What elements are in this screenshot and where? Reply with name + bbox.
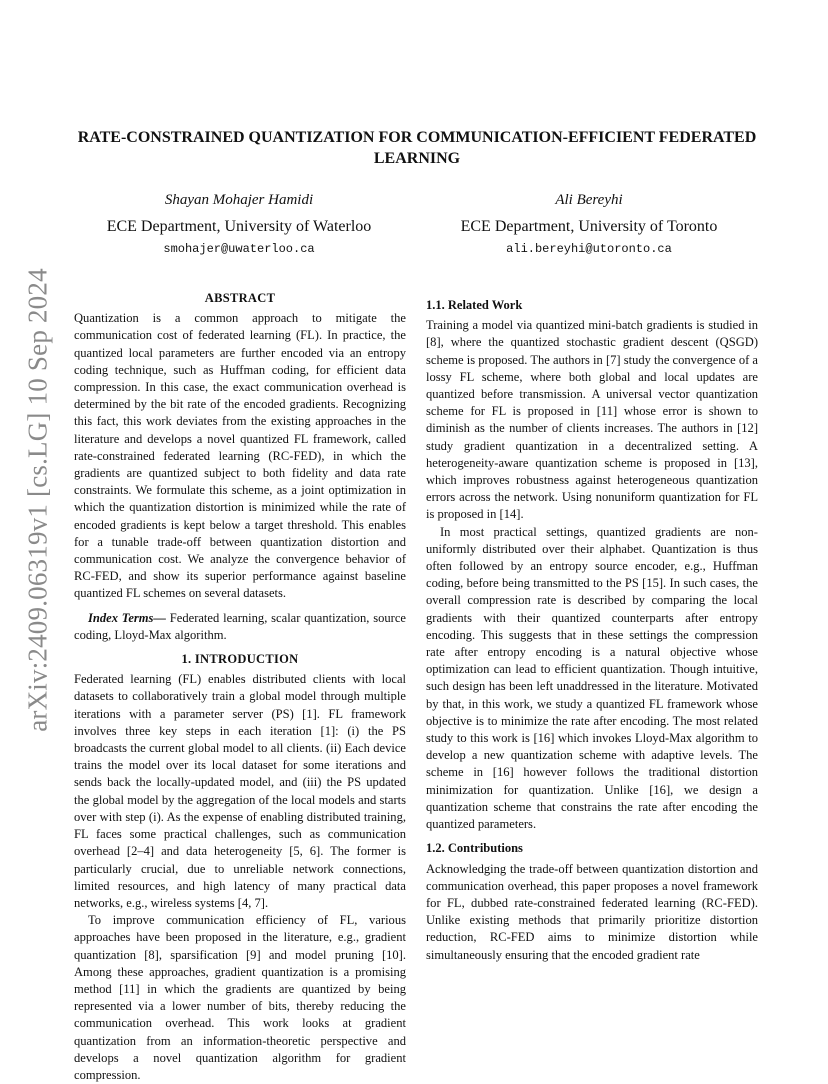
paper-title: RATE-CONSTRAINED QUANTIZATION FOR COMMUNICATION-EFFICIENT FEDERATED LEARNING: [77, 129, 757, 167]
related-work-paragraph-1: Training a model via quantized mini-batch gradients is studied in [8], where the quantized stochastic gradient descent (QSGD) scheme is proposed. The authors in [7] study the convergence of a lossy FL scheme, where both global and local updates are quantized before transmission. A universal vector quantization scheme for FL is proposed in [11] whose error is shown to diminish as the number of clients increases. The authors in [12] study gradient quantization in a decentralized setting. A heterogeneity-aware quantization scheme is proposed in [13], which improves robustness against heterogeneous quantization errors across the network. Using nonuniform quantization for FL is proposed in [14].: [426, 318, 758, 522]
author-name: Ali Bereyhi: [555, 192, 623, 208]
author-affiliation: ECE Department, University of Toronto: [460, 218, 718, 235]
author-email: ali.bereyhi@utoronto.ca: [506, 242, 672, 256]
related-work-paragraph-2: In most practical settings, quantized gradients are non-uniformly distributed over their alphabet. Quantization is thus often followed by an entropy source encoder, e.g., Huffman coding, before being transmitted to the PS [15]. In such cases, the overall compression rate is described by comparing the local gradients with their quantized counterparts after entropy encoding. This suggests that in these settings the compression rate after entropy encoding is a natural objective whose optimization can lead to efficient quantization. Though intuitive, such design has been left unaddressed in the literature. Motivated by that, in this work, we study a quantized FL framework whose objective is to minimize the rate after encoding. The most related study to this work is [16] which invokes Lloyd-Max algorithm to develop a new quantization scheme with adaptive levels. The scheme in [16] however follows the traditional distortion minimization for quantization. Unlike [16], we design a quantization scheme that constrains the rate after encoding the quantized parameters.: [426, 524, 758, 832]
author-name: Shayan Mohajer Hamidi: [164, 192, 314, 208]
author-block-2: [424, 190, 754, 256]
arxiv-identifier: arXiv:2409.06319v1 [cs.LG] 10 Sep 2024: [22, 268, 53, 732]
intro-heading: 1. INTRODUCTION: [181, 652, 299, 667]
index-terms-text: Federated learning, scalar quantization, source coding, Lloyd-Max algorithm.: [74, 610, 406, 642]
intro-paragraph-2: To improve communication efficiency of FL, various approaches have been proposed in the literature, e.g., gradient quantization [8], sparsification [9] and model pruning [10]. Among these approaches, gradient quantization is a promising method [11] in which the gradients are quantized by being represented via a lower number of bits, thereby reducing the communication overhead. This work looks at gradient quantization from an information-theoretic perspective and develops a novel quantization algorithm for gradient compression.: [74, 913, 406, 1082]
author-email: smohajer@uwaterloo.ca: [163, 242, 315, 256]
abstract-heading: ABSTRACT: [204, 291, 276, 305]
intro-paragraph-1: Federated learning (FL) enables distributed clients with local datasets to collaboratively train a global model through multiple iterations with a parameter server (PS) [1]. FL framework involves three key steps in each iteration [1]: (i) the PS broadcasts the current global model to all clients. (ii) Each device trains the model over its local dataset for some iterations and sends back the locally-updated model, and (iii) the PS updated the global model by the aggregation of the local models and starts over with step (i). As the expense of enabling distributed training, FL faces some practical challenges, such as communication overhead [2–4] and data heterogeneity [5, 6]. The former is particularly crucial, due to unreliable network connections, limited resources, and high latency of many practical data networks, e.g., wireless systems [4, 7].: [74, 672, 406, 910]
contributions-paragraph-1: Acknowledging the trade-off between quantization distortion and communication overhead, this paper proposes a novel framework for FL, dubbed rate-constrained federated learning (RC-FED). Unlike existing methods that primarily prioritize distortion reduction, RC-FED aims to minimize distortion while simultaneously ensuring that the encoded gradient rate: [426, 861, 758, 962]
right-column: [426, 290, 758, 964]
related-work-heading: 1.1. Related Work: [426, 298, 523, 312]
left-column: [74, 290, 406, 1084]
abstract-text: Quantization is a common approach to mitigate the communication cost of federated learning (FL). In practice, the quantized local parameters are further encoded via an entropy coding technique, such as Huffman coding, for efficient data compression. In this case, the exact communication overhead is determined by the bit rate of the encoded gradients. Recognizing this fact, this work deviates from the existing approaches in the literature and develops a novel quantized FL framework, called rate-constrained federated learning (RC-FED), in which the gradients are quantized subject to both fidelity and data rate constraints. We formulate this scheme, as a joint optimization in which the quantization distortion is minimized while the rate of encoded gradients is kept below a target threshold. This enables for a tunable trade-off between quantization distortion and communication cost. We analyze the convergence behavior of RC-FED, and show its superior performance against baseline quantized FL schemes on several datasets.: [74, 311, 406, 601]
index-terms: [74, 610, 406, 644]
contributions-heading: 1.2. Contributions: [426, 841, 523, 856]
author-affiliation: ECE Department, University of Waterloo: [106, 218, 372, 235]
index-terms-label: Index Terms—: [88, 610, 166, 625]
arxiv-sidebar: [14, 268, 62, 732]
author-block-1: [74, 190, 404, 256]
